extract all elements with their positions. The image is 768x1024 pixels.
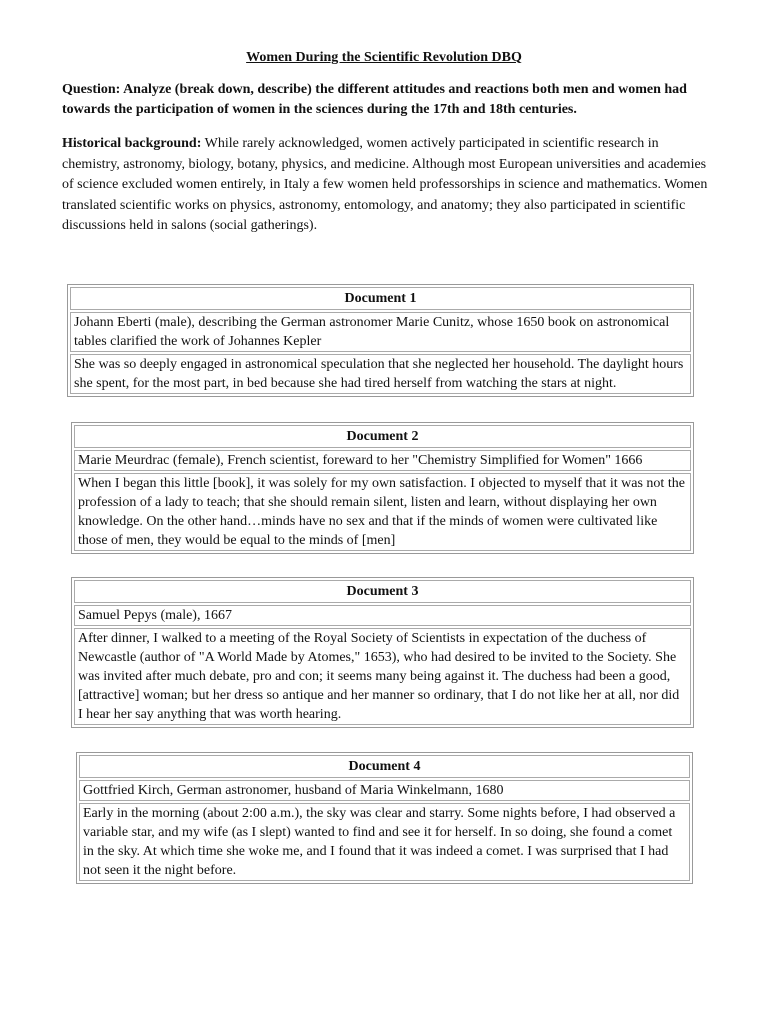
document-3-table	[71, 577, 694, 728]
historical-background	[62, 134, 712, 237]
question-prompt: Question: Analyze (break down, describe) the different attitudes and reactions both men and women had towards the participation of women in the sciences during the 17th and 18th centuries.	[62, 82, 687, 117]
document-3-text: After dinner, I walked to a meeting of the Royal Society of Scientists in expectation of the duchess of Newcastle (author of "A World Made by Atomes," 1653), who had desired to be invited to the Society. She was invited after much debate, pro and con; it seems many being against it. The duchess had been a good, [attractive] woman; but her dress so antique and her manner so ordinary, that I do not like her at all, nor did I hear her say anything that was worth hearing.	[74, 628, 691, 725]
document-1-text: She was so deeply engaged in astronomical speculation that she neglected her household. The daylight hours she spent, for the most part, in bed because she had tired herself from watching the stars at night.	[70, 354, 691, 394]
document-2-heading: Document 2	[74, 425, 691, 448]
document-title: Women During the Scientific Revolution DBQ	[246, 50, 522, 65]
document-1-source: Johann Eberti (male), describing the German astronomer Marie Cunitz, whose 1650 book on astronomical tables clarified the work of Johannes Kepler	[70, 312, 691, 352]
document-2-table	[71, 422, 694, 554]
document-4-heading: Document 4	[79, 755, 690, 778]
document-1-table	[67, 284, 694, 397]
document-2-source: Marie Meurdrac (female), French scientist, foreward to her "Chemistry Simplified for Women" 1666	[74, 450, 691, 471]
document-1-heading: Document 1	[70, 287, 691, 310]
document-4-table	[76, 752, 693, 884]
document-2-text: When I began this little [book], it was solely for my own satisfaction. I objected to myself that it was not the profession of a lady to teach; that she should remain silent, listen and learn, without displaying her own knowledge. On the other hand…minds have no sex and that if the minds of women were cultivated like those of men, they would be equal to the minds of [men]	[74, 473, 691, 551]
document-3-source: Samuel Pepys (male), 1667	[74, 605, 691, 626]
document-4-text: Early in the morning (about 2:00 a.m.), the sky was clear and starry. Some nights before, I had observed a variable star, and my wife (as I slept) wanted to find and see it for herself. In so doing, she found a comet in the sky. At which time she woke me, and I found that it was indeed a comet. I was surprised that I had not seen it the night before.	[79, 803, 690, 881]
background-label: Historical background:	[62, 136, 202, 151]
document-4-source: Gottfried Kirch, German astronomer, husband of Maria Winkelmann, 1680	[79, 780, 690, 801]
document-3-heading: Document 3	[74, 580, 691, 603]
background-text: While rarely acknowledged, women actively participated in scientific research in chemistry, astronomy, biology, botany, physics, and medicine. Although most European universities and academies of science excluded women entirely, in Italy a few women held professorships in science and mathematics. Women translated scientific works on physics, astronomy, entomology, and anatomy; they also participated in scientific discussions held in salons (social gatherings).	[62, 136, 708, 233]
